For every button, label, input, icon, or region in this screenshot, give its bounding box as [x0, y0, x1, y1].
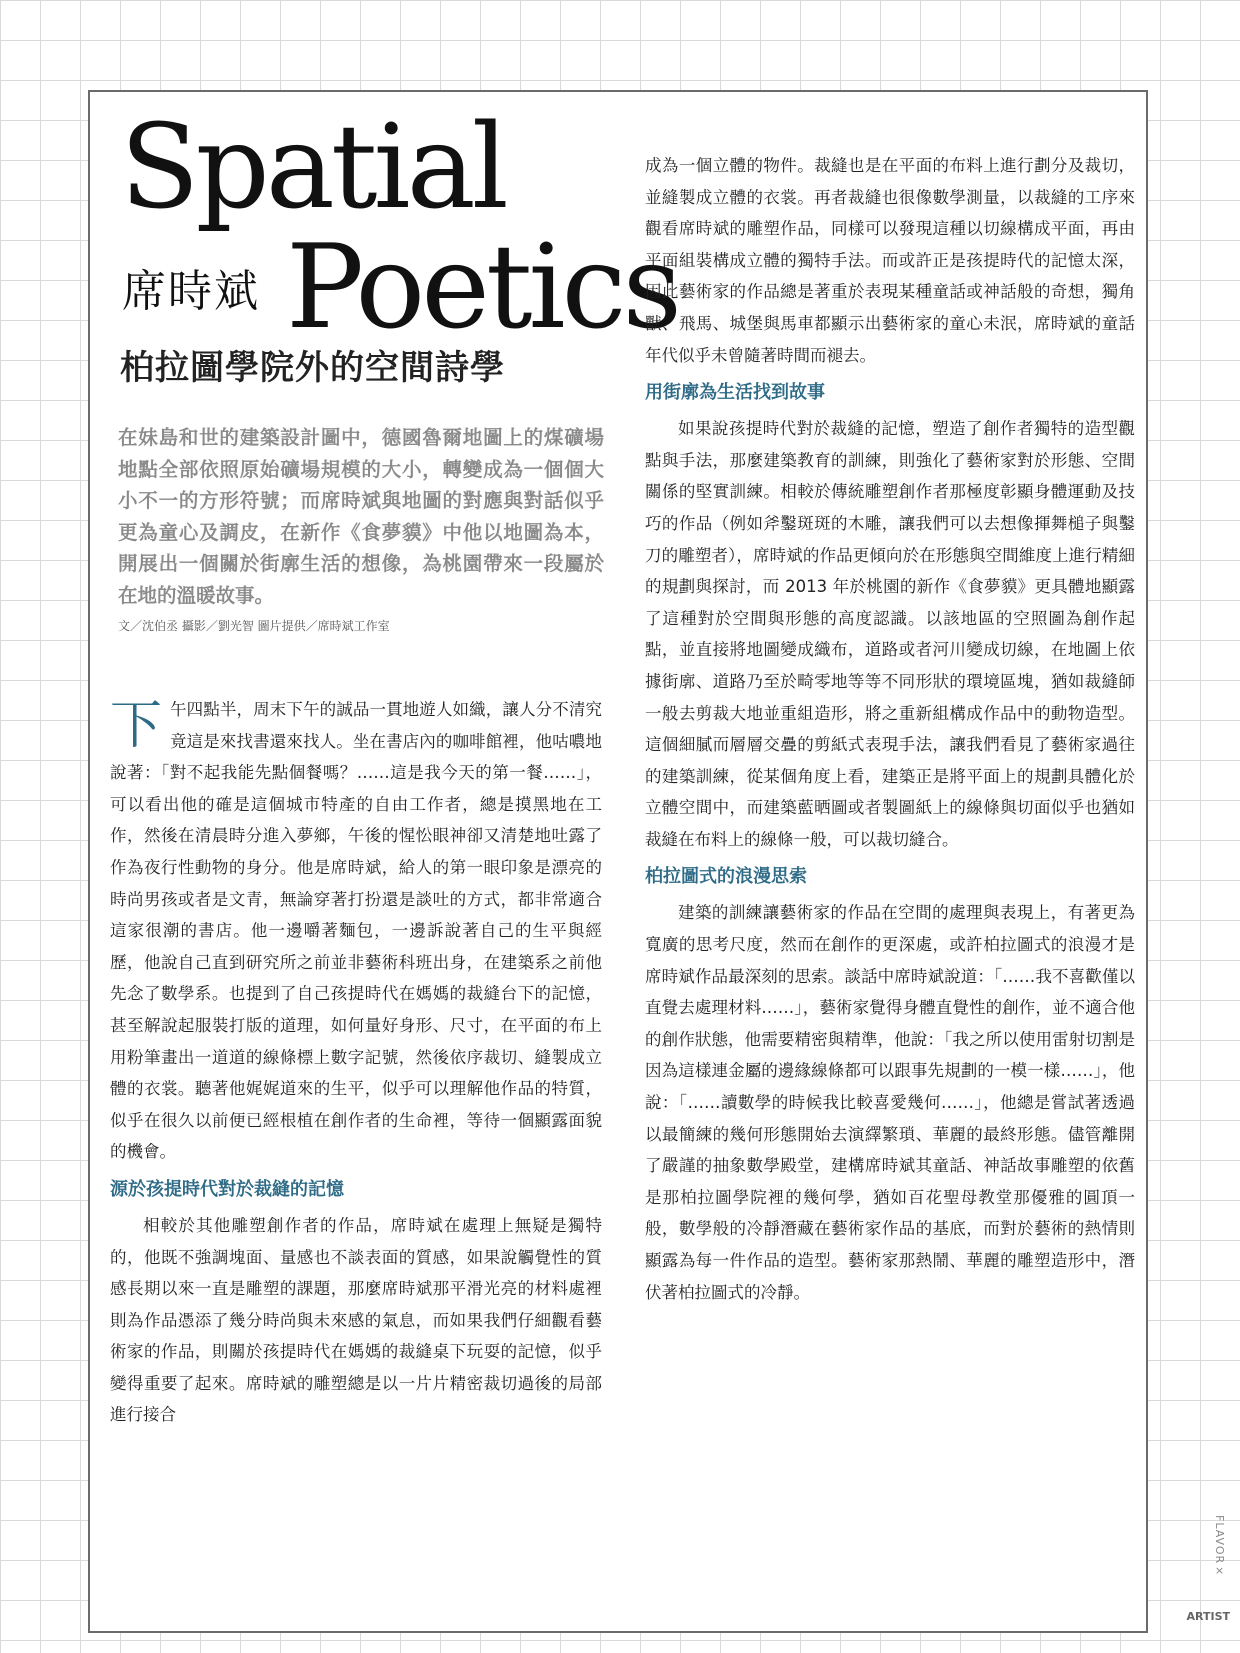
- plato-paragraph: 建築的訓練讓藝術家的作品在空間的處理與表現上，有著更為寬廣的思考尺度，然而在創作的更深處，或許柏拉圖式的浪漫才是席時斌作品最深刻的思索。談話中席時斌說道：「……我不喜歡僅以直覺去處理材料……」，藝術家覺得身體直覺性的創作，並不適合他的創作狀態，他需要精密與精準，他說：「我之所以使用雷射切割是因為這樣連金屬的邊緣線條都可以跟事先規劃的一模一樣……」，他說：「……讀數學的時候我比較喜愛幾何……」，他總是嘗試著透過以最簡練的幾何形態開始去演繹繁瑣、華麗的最終形態。儘管離開了嚴謹的抽象數學殿堂，建構席時斌其童話、神話故事雕塑的依舊是那柏拉圖學院裡的幾何學，猶如百花聖母教堂那優雅的圓頂一般，數學般的冷靜潛藏在藝術家作品的基底，而對於藝術的熱情則顯露為每一件作品的造型。藝術家那熱鬧、華麗的雕塑造形中，潛伏著柏拉圖式的冷靜。: [645, 903, 1135, 1302]
- article-frame: [88, 90, 1148, 1633]
- dropcap: 下: [110, 696, 163, 756]
- lead-paragraph: 在妹島和世的建築設計圖中，德國魯爾地圖上的煤礦場地點全部依照原始礦場規模的大小，轉變成為一個個大小不一的方形符號；而席時斌與地圖的對應與對話似乎更為童心及調皮，在新作《食夢貘》中他以地圖為本，開展出一個關於街廓生活的想像，為桃園帶來一段屬於在地的溫暖故事。: [118, 426, 604, 607]
- title-spatial: Spatial: [120, 100, 505, 235]
- section-heading-childhood: 源於孩提時代對於裁縫的記憶: [110, 1178, 344, 1200]
- intro-paragraph: [110, 694, 602, 1168]
- left-body: [110, 694, 602, 1431]
- side-label-flavor: FLAVOR×: [1213, 1515, 1226, 1579]
- intro-text: 午四點半，周末下午的誠品一貫地遊人如織，讓人分不清究竟這是來找書還來找人。坐在書店內的咖啡館裡，他咕噥地說著：「對不起我能先點個餐嗎？……這是我今天的第一餐……」，可以看出他的確是這個城市特產的自由工作者，總是摸黑地在工作，然後在清晨時分進入夢鄉，午後的惺忪眼神卻又清楚地吐露了作為夜行性動物的身分。他是席時斌，給人的第一眼印象是漂亮的時尚男孩或者是文青，無論穿著打扮還是談吐的方式，都非常適合這家很潮的書店。他一邊嚼著麵包，一邊訴說著自己的生平與經歷，他說自己直到研究所之前並非藝術科班出身，在建築系之前他先念了數學系。也提到了自己孩提時代在媽媽的裁縫台下的記憶，甚至解說起服裝打版的道理，如何量好身形、尺寸，在平面的布上用粉筆畫出一道道的線條標上數字記號，然後依序裁切、縫製成立體的衣裳。聽著他娓娓道來的生平，似乎可以理解他作品的特質，似乎在很久以前便已經根植在創作者的生命裡，等待一個顯露面貌的機會。: [110, 700, 602, 1162]
- continued-paragraph: 成為一個立體的物件。裁縫也是在平面的布料上進行劃分及裁切，並縫製成立體的衣裳。再者裁縫也很像數學測量，以裁縫的工序來觀看席時斌的雕塑作品，同樣可以發現這種以切線構成平面，再由平面組裝構成立體的獨特手法。而或許正是孩提時代的記憶太深，因此藝術家的作品總是著重於表現某種童話或神話般的奇想，獨角獸、飛馬、城堡與馬車都顯示出藝術家的童心未泯，席時斌的童話年代似乎未曾隨著時間而褪去。: [645, 156, 1135, 365]
- side-label-artist: ARTIST: [1186, 1610, 1230, 1623]
- title-chinese-name: 席時斌: [122, 266, 260, 317]
- childhood-paragraph: 相較於其他雕塑創作者的作品，席時斌在處理上無疑是獨特的，他既不強調塊面、量感也不談表面的質感，如果說觸覺性的質感長期以來一直是雕塑的課題，那麼席時斌那平滑光亮的材料處裡則為作品憑添了幾分時尚與未來感的氣息，而如果我們仔細觀看藝術家的作品，則關於孩提時代在媽媽的裁縫桌下玩耍的記憶，似乎變得重要了起來。席時斌的雕塑總是以一片片精密裁切過後的局部進行接合: [110, 1215, 602, 1425]
- credits: 文／沈伯丞 攝影／劉光智 圖片提供／席時斌工作室: [118, 619, 390, 633]
- subtitle: 柏拉圖學院外的空間詩學: [120, 348, 505, 388]
- section-heading-plato: 柏拉圖式的浪漫思索: [645, 866, 807, 888]
- title-poetics: Poetics: [286, 220, 679, 355]
- street-paragraph: 如果說孩提時代對於裁縫的記憶，塑造了創作者獨特的造型觀點與手法，那麼建築教育的訓練，則強化了藝術家對於形態、空間關係的堅實訓練。相較於傳統雕塑創作者那極度彰顯身體運動及技巧的作品（例如斧鑿斑斑的木雕，讓我們可以去想像揮舞槌子與鑿刀的雕塑者），席時斌的作品更傾向於在形態與空間維度上進行精細的規劃與探討，而 2013 年於桃園的新作《食夢貘》更具體地顯露了這種對於空間與形態的高度認識。以該地區的空照圖為創作起點，並直接將地圖變成織布，道路或者河川變成切線，在地圖上依據街廓、道路乃至於畸零地等等不同形狀的環境區塊，猶如裁縫師一般去剪裁大地並重組造形，將之重新組構成作品中的動物造型。這個細膩而層層交疊的剪紙式表現手法，讓我們看見了藝術家過往的建築訓練，從某個角度上看，建築正是將平面上的規劃具體化於立體空間中，而建築藍晒圖或者製圖紙上的線條與切面似乎也猶如裁縫在布料上的線條一般，可以裁切縫合。: [645, 419, 1135, 849]
- right-column: [645, 150, 1135, 1308]
- section-heading-street: 用街廓為生活找到故事: [645, 382, 825, 404]
